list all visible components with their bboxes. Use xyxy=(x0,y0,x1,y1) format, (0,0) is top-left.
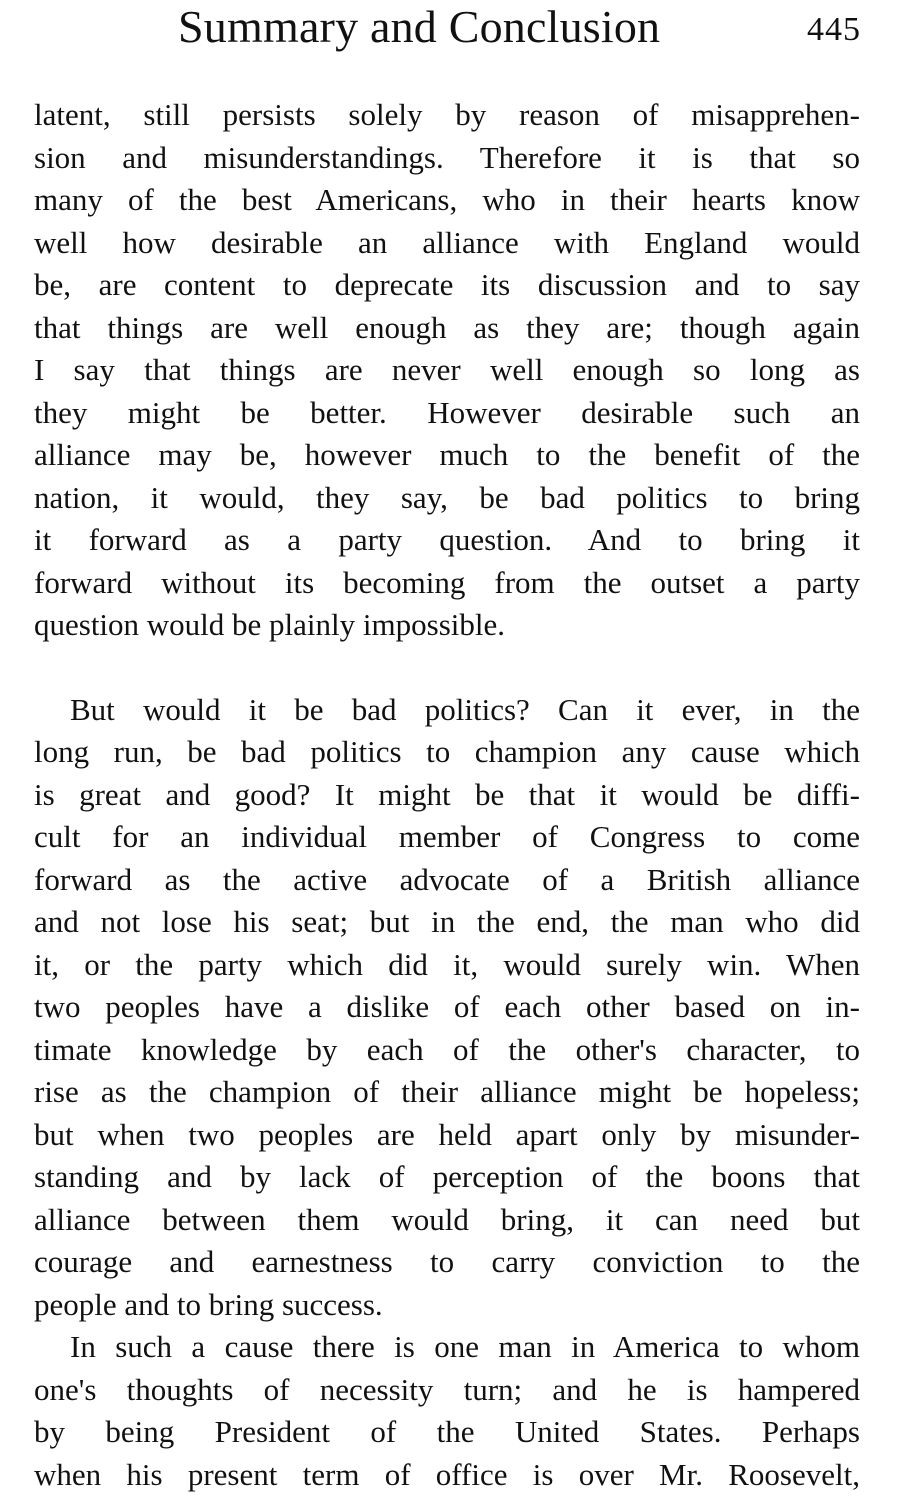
text-line: standing and by lack of perception of the boons that xyxy=(34,1159,860,1194)
text-line: sion and misunderstandings. Therefore it is that so xyxy=(34,139,860,175)
text-line: by being President of the United States. Perhaps xyxy=(34,1414,860,1449)
text-line: be, are content to deprecate its discussion and to say xyxy=(34,267,860,302)
text-line: it forward as a party question. And to bring it xyxy=(34,522,860,557)
text-line: cult for an individual member of Congress to come xyxy=(34,819,860,854)
text-line: they might be better. However desirable such an xyxy=(34,394,860,430)
text-line: people and to bring success. xyxy=(34,1286,383,1322)
text-line: long run, be bad politics to champion any cause which xyxy=(34,734,860,769)
running-head xyxy=(178,0,861,56)
text-line: But would it be bad politics? Can it ever, in the xyxy=(70,691,860,727)
paragraph-3 xyxy=(34,1326,860,1496)
text-line: courage and earnestness to carry conviction to the xyxy=(34,1244,860,1279)
text-line: is great and good? It might be that it would be diffi- xyxy=(34,776,860,812)
text-line: that things are well enough as they are; though again xyxy=(34,309,860,345)
text-line: many of the best Americans, who in their hearts know xyxy=(34,182,860,217)
paragraph-gap xyxy=(34,647,860,689)
body-text xyxy=(34,94,860,1496)
text-line: well how desirable an alliance with England would xyxy=(34,224,860,260)
text-line: forward as the active advocate of a British alliance xyxy=(34,861,860,897)
text-line: I say that things are never well enough so long as xyxy=(34,352,860,387)
text-line: question would be plainly impossible. xyxy=(34,607,505,642)
paragraph-2 xyxy=(34,689,860,1327)
running-title: Summary and Conclusion xyxy=(178,1,661,52)
text-line: it, or the party which did it, would surely win. When xyxy=(34,946,860,982)
text-line: rise as the champion of their alliance might be hopeless; xyxy=(34,1074,860,1109)
text-line: In such a cause there is one man in America to whom xyxy=(70,1329,860,1364)
text-line: and not lose his seat; but in the end, the man who did xyxy=(34,904,860,939)
paragraph-1 xyxy=(34,94,860,647)
text-line: one's thoughts of necessity turn; and he is hampered xyxy=(34,1371,860,1407)
text-line: when his present term of office is over Mr. Roosevelt, xyxy=(34,1456,860,1492)
text-line: timate knowledge by each of the other's character, to xyxy=(34,1031,860,1067)
text-line: forward without its becoming from the outset a party xyxy=(34,564,860,600)
text-line: latent, still persists solely by reason of misapprehen- xyxy=(34,97,860,132)
text-line: nation, it would, they say, be bad politics to bring xyxy=(34,479,860,515)
text-line: two peoples have a dislike of each other based on in- xyxy=(34,989,860,1024)
text-line: alliance between them would bring, it can need but xyxy=(34,1201,860,1237)
page-number: 445 xyxy=(807,11,861,48)
text-line: alliance may be, however much to the benefit of the xyxy=(34,437,860,472)
text-line: but when two peoples are held apart only by misunder- xyxy=(34,1116,860,1152)
